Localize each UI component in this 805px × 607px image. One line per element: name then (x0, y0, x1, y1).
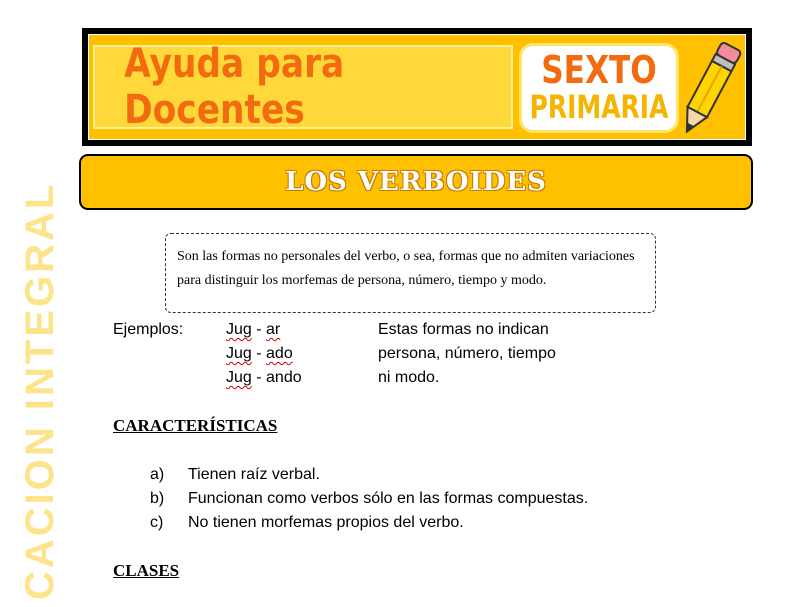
example-verb-1 (226, 321, 280, 339)
clases-heading: CLASES (113, 561, 180, 580)
example-root: Jug (226, 369, 252, 386)
example-ending: ar (266, 321, 281, 338)
side-watermark: CACION INTEGRAL (18, 181, 62, 600)
example-note-3: ni modo. (378, 369, 440, 386)
brand-panel (93, 41, 513, 133)
definition-box (165, 233, 656, 313)
example-verb-2 (226, 345, 293, 363)
grade-line-2: PRIMARIA (529, 88, 669, 126)
examples-label: Ejemplos: (113, 321, 184, 338)
example-root: Jug (226, 321, 252, 338)
definition-line-2: para distinguir los morfemas de persona, número, tiempo y modo. (177, 273, 547, 288)
brand-title: Ayuda para Docentes (124, 41, 345, 133)
list-item-text: No tienen morfemas propios del verbo. (188, 514, 464, 531)
grade-line-1: SEXTO (541, 48, 657, 92)
pencil-icon (674, 37, 744, 143)
list-item-text: Tienen raíz verbal. (188, 466, 320, 483)
page-title: LOS VERBOIDES (285, 167, 547, 197)
grade-badge (519, 43, 679, 133)
example-note-1: Estas formas no indican (378, 321, 549, 338)
page-title-bar (79, 154, 753, 210)
example-verb-3 (226, 369, 302, 387)
example-separator: - (251, 369, 267, 386)
example-note-2: persona, número, tiempo (378, 345, 556, 362)
list-item-text: Funcionan como verbos sólo en las formas compuestas. (188, 490, 589, 507)
list-marker: b) (150, 490, 165, 507)
example-ending: ando (266, 369, 302, 386)
definition-line-1: Son las formas no personales del verbo, o sea, formas que no admiten variaciones (177, 249, 635, 264)
banner-background (88, 34, 746, 140)
example-root: Jug (226, 345, 252, 362)
list-marker: a) (150, 466, 165, 483)
header-banner (82, 28, 752, 146)
caracteristicas-heading: CARACTERÍSTICAS (113, 416, 278, 435)
example-separator: - (251, 321, 267, 338)
example-ending: ado (266, 345, 293, 362)
list-marker: c) (150, 514, 164, 531)
example-separator: - (251, 345, 267, 362)
